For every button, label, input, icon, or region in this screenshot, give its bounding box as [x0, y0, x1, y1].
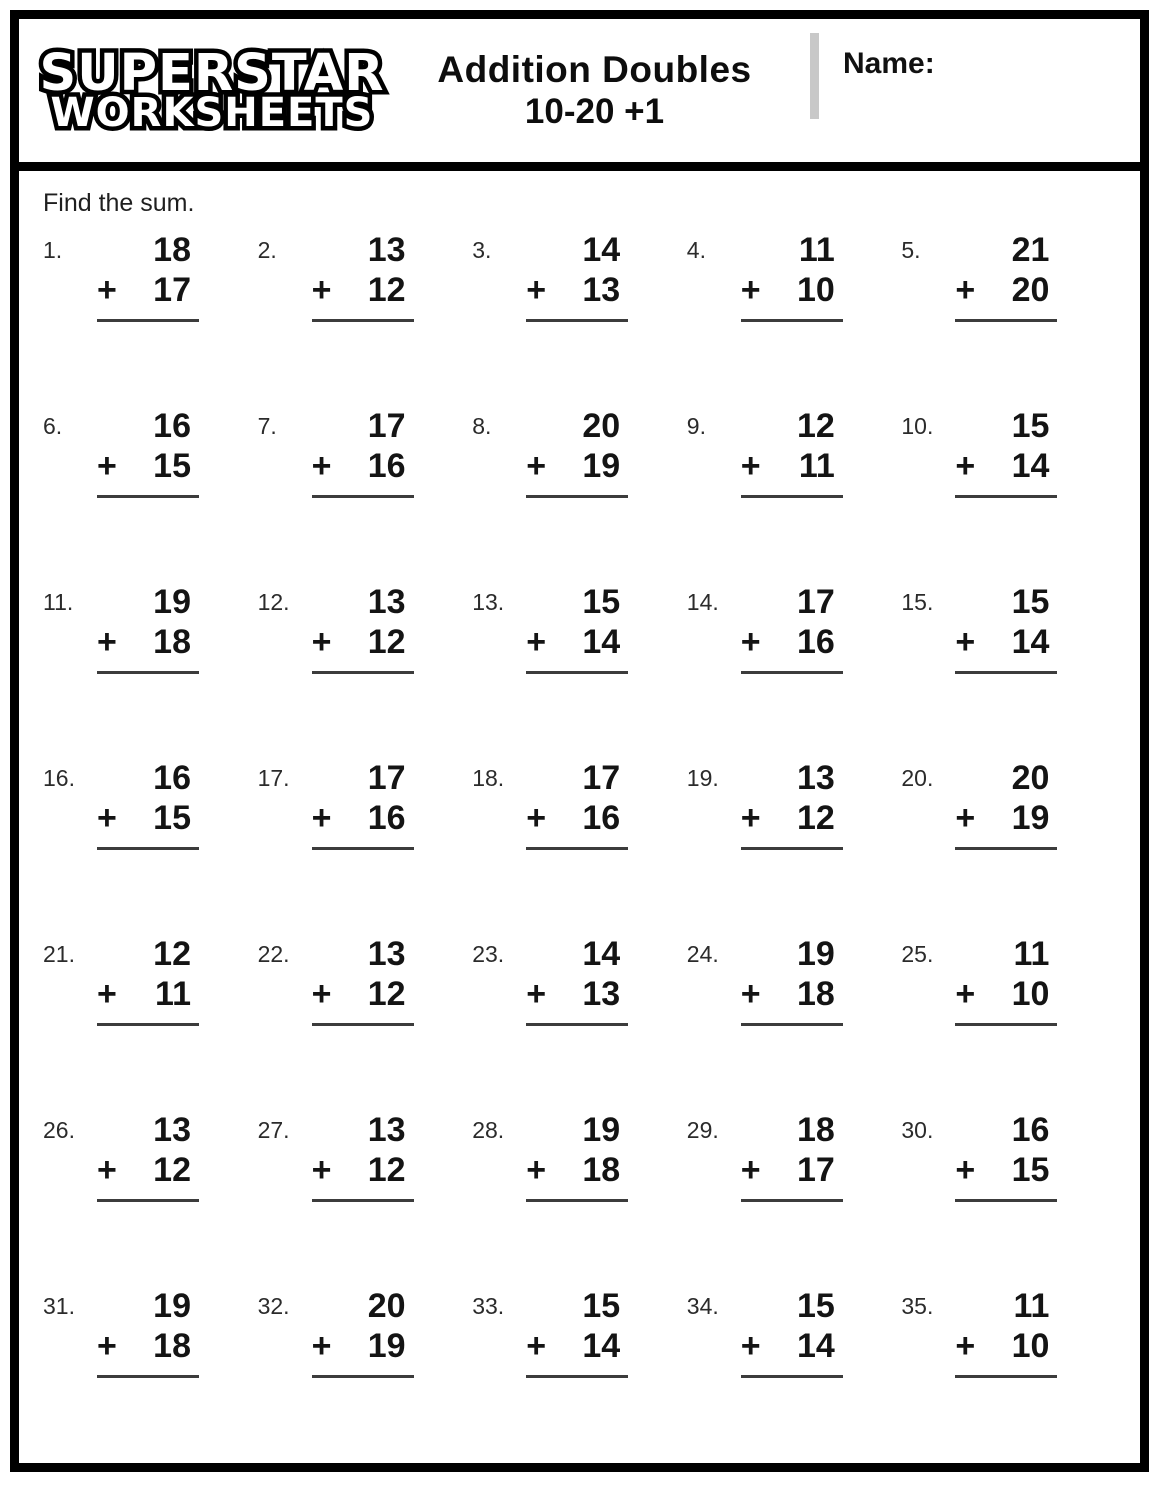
top-operand: 11 — [1013, 1287, 1050, 1325]
bottom-operand: 12 — [367, 975, 406, 1014]
top-operand: 16 — [153, 759, 191, 797]
problem-cell — [43, 232, 258, 408]
problem-stack — [955, 232, 1057, 408]
bottom-operand-row — [955, 624, 1057, 661]
problem-cell — [687, 232, 902, 408]
answer-blank-line — [741, 847, 843, 850]
problem-number: 22. — [257, 941, 290, 967]
plus-sign: + — [955, 271, 976, 310]
problem-stack — [955, 1288, 1057, 1464]
top-operand: 15 — [1011, 407, 1050, 445]
problem-number: 28. — [472, 1117, 505, 1143]
problem-cell — [258, 760, 473, 936]
problem-number: 19. — [686, 765, 719, 791]
answer-blank-line — [526, 671, 628, 674]
worksheet-header — [19, 19, 1140, 171]
bottom-operand-row — [955, 1328, 1057, 1365]
bottom-operand-row — [312, 800, 414, 837]
problem-cell — [43, 584, 258, 760]
superstar-worksheets-logo — [19, 44, 389, 136]
answer-blank-line — [312, 495, 414, 498]
plus-sign: + — [311, 447, 332, 486]
plus-sign: + — [740, 799, 761, 838]
bottom-operand-row — [97, 624, 199, 661]
bottom-operand-row — [526, 272, 628, 309]
answer-blank-line — [741, 319, 843, 322]
top-operand: 18 — [153, 231, 191, 269]
bottom-operand-row — [97, 272, 199, 309]
answer-blank-line — [955, 671, 1057, 674]
problem-stack — [741, 936, 843, 1112]
bottom-operand: 13 — [582, 271, 621, 310]
bottom-operand: 10 — [1011, 1327, 1050, 1366]
problem-cell — [687, 936, 902, 1112]
worksheet-title — [389, 49, 810, 132]
top-operand: 17 — [367, 759, 406, 797]
top-operand: 16 — [153, 407, 191, 445]
bottom-operand: 10 — [1011, 975, 1050, 1014]
problem-cell — [901, 408, 1116, 584]
plus-sign: + — [740, 1327, 761, 1366]
problem-cell — [43, 936, 258, 1112]
top-operand: 17 — [796, 583, 835, 621]
top-operand: 13 — [367, 1111, 406, 1149]
problem-stack — [741, 760, 843, 936]
answer-blank-line — [526, 1375, 628, 1378]
bottom-operand: 18 — [796, 975, 835, 1014]
problem-number: 21. — [43, 941, 75, 967]
problem-number: 9. — [686, 413, 706, 439]
problem-cell — [901, 232, 1116, 408]
bottom-operand: 16 — [367, 799, 406, 838]
problem-number: 16. — [43, 765, 75, 791]
top-operand: 13 — [367, 935, 406, 973]
top-operand: 18 — [796, 1111, 835, 1149]
problem-stack — [741, 584, 843, 760]
answer-blank-line — [526, 1023, 628, 1026]
answer-blank-line — [741, 1199, 843, 1202]
bottom-operand: 14 — [796, 1327, 835, 1366]
top-operand: 19 — [796, 935, 835, 973]
plus-sign: + — [955, 799, 976, 838]
bottom-operand-row — [741, 272, 843, 309]
top-operand: 20 — [367, 1287, 406, 1325]
plus-sign: + — [955, 623, 976, 662]
name-label: Name: — [843, 47, 935, 80]
bottom-operand-row — [526, 1328, 628, 1365]
problem-stack — [312, 584, 414, 760]
problem-stack — [741, 1112, 843, 1288]
bottom-operand-row — [526, 976, 628, 1013]
worksheet-body — [19, 171, 1140, 1464]
plus-sign: + — [526, 447, 547, 486]
problem-number: 35. — [901, 1293, 934, 1319]
problem-cell — [901, 760, 1116, 936]
bottom-operand-row — [97, 1328, 199, 1365]
plus-sign: + — [526, 271, 547, 310]
top-operand: 19 — [153, 583, 191, 621]
problem-cell — [687, 408, 902, 584]
bottom-operand-row — [955, 448, 1057, 485]
problem-stack — [526, 408, 628, 584]
problem-stack — [526, 1112, 628, 1288]
problem-cell — [901, 584, 1116, 760]
problem-cell — [258, 232, 473, 408]
instruction-text: Find the sum. — [43, 189, 195, 217]
answer-blank-line — [955, 495, 1057, 498]
problem-stack — [526, 232, 628, 408]
problem-cell — [472, 1112, 687, 1288]
problem-stack — [312, 1112, 414, 1288]
plus-sign: + — [311, 623, 332, 662]
bottom-operand: 15 — [1011, 1151, 1050, 1190]
answer-blank-line — [97, 319, 199, 322]
problem-cell — [258, 1112, 473, 1288]
bottom-operand-row — [741, 624, 843, 661]
bottom-operand: 11 — [798, 447, 835, 486]
problem-stack — [955, 408, 1057, 584]
problem-number: 2. — [257, 237, 277, 263]
bottom-operand-row — [741, 800, 843, 837]
plus-sign: + — [97, 799, 117, 838]
answer-blank-line — [741, 671, 843, 674]
bottom-operand-row — [955, 1152, 1057, 1189]
problem-number: 8. — [472, 413, 492, 439]
bottom-operand-row — [312, 624, 414, 661]
bottom-operand: 16 — [367, 447, 406, 486]
problem-cell — [43, 408, 258, 584]
problem-cell — [901, 936, 1116, 1112]
answer-blank-line — [741, 1375, 843, 1378]
bottom-operand: 14 — [582, 1327, 621, 1366]
bottom-operand-row — [955, 272, 1057, 309]
bottom-operand-row — [312, 1152, 414, 1189]
logo-line-2: WORKSHEETS — [50, 90, 374, 136]
problem-stack — [97, 1288, 199, 1464]
plus-sign: + — [740, 975, 761, 1014]
plus-sign: + — [955, 975, 976, 1014]
bottom-operand-row — [97, 800, 199, 837]
top-operand: 13 — [153, 1111, 191, 1149]
plus-sign: + — [311, 1327, 332, 1366]
problem-stack — [312, 936, 414, 1112]
plus-sign: + — [97, 623, 117, 662]
problem-stack — [312, 760, 414, 936]
problem-cell — [472, 1288, 687, 1464]
problem-stack — [97, 760, 199, 936]
bottom-operand: 20 — [1011, 271, 1050, 310]
problem-number: 32. — [257, 1293, 290, 1319]
problem-number: 24. — [686, 941, 719, 967]
problem-cell — [472, 408, 687, 584]
problem-number: 4. — [686, 237, 706, 263]
problem-number: 13. — [472, 589, 505, 615]
plus-sign: + — [97, 1151, 117, 1190]
plus-sign: + — [526, 799, 547, 838]
plus-sign: + — [526, 1151, 547, 1190]
problem-cell — [472, 584, 687, 760]
problem-cell — [43, 760, 258, 936]
problem-cell — [901, 1288, 1116, 1464]
worksheet-sheet — [10, 10, 1149, 1472]
bottom-operand-row — [97, 976, 199, 1013]
problem-number: 11. — [43, 589, 74, 615]
problem-stack — [955, 760, 1057, 936]
answer-blank-line — [526, 1199, 628, 1202]
top-operand: 15 — [582, 1287, 621, 1325]
top-operand: 20 — [1011, 759, 1050, 797]
bottom-operand: 11 — [155, 975, 191, 1014]
answer-blank-line — [526, 495, 628, 498]
top-operand: 11 — [798, 231, 835, 269]
bottom-operand-row — [955, 976, 1057, 1013]
problem-number: 7. — [257, 413, 277, 439]
top-operand: 15 — [582, 583, 621, 621]
answer-blank-line — [526, 847, 628, 850]
problem-stack — [741, 1288, 843, 1464]
top-operand: 19 — [153, 1287, 191, 1325]
problem-stack — [955, 936, 1057, 1112]
bottom-operand: 12 — [367, 623, 406, 662]
answer-blank-line — [97, 1199, 199, 1202]
problem-number: 15. — [901, 589, 934, 615]
problem-number: 10. — [901, 413, 934, 439]
bottom-operand: 15 — [153, 447, 191, 486]
answer-blank-line — [741, 495, 843, 498]
plus-sign: + — [740, 447, 761, 486]
bottom-operand: 14 — [1011, 623, 1050, 662]
problem-cell — [258, 584, 473, 760]
bottom-operand: 15 — [153, 799, 191, 838]
answer-blank-line — [526, 319, 628, 322]
answer-blank-line — [97, 671, 199, 674]
answer-blank-line — [312, 319, 414, 322]
top-operand: 20 — [582, 407, 621, 445]
top-operand: 17 — [367, 407, 406, 445]
bottom-operand-row — [741, 1152, 843, 1189]
problem-cell — [687, 760, 902, 936]
plus-sign: + — [740, 623, 761, 662]
logo-line-1: SUPERSTAR — [39, 44, 385, 103]
problem-number: 26. — [43, 1117, 75, 1143]
answer-blank-line — [741, 1023, 843, 1026]
problem-stack — [312, 1288, 414, 1464]
problem-number: 31. — [43, 1293, 75, 1319]
bottom-operand: 16 — [796, 623, 835, 662]
problem-number: 25. — [901, 941, 934, 967]
problem-stack — [97, 1112, 199, 1288]
problem-stack — [526, 936, 628, 1112]
bottom-operand: 10 — [796, 271, 835, 310]
bottom-operand-row — [955, 800, 1057, 837]
bottom-operand: 18 — [153, 623, 191, 662]
plus-sign: + — [740, 271, 761, 310]
problem-number: 30. — [901, 1117, 934, 1143]
bottom-operand: 19 — [582, 447, 621, 486]
problem-number: 27. — [257, 1117, 290, 1143]
top-operand: 14 — [582, 935, 621, 973]
answer-blank-line — [312, 1375, 414, 1378]
bottom-operand: 12 — [796, 799, 835, 838]
answer-blank-line — [97, 1023, 199, 1026]
worksheet-title-line-2: 10-20 +1 — [524, 91, 665, 131]
problem-number: 34. — [686, 1293, 719, 1319]
problem-number: 17. — [257, 765, 290, 791]
answer-blank-line — [955, 1375, 1057, 1378]
problem-number: 6. — [43, 413, 63, 439]
plus-sign: + — [311, 975, 332, 1014]
plus-sign: + — [955, 1151, 976, 1190]
problem-stack — [312, 408, 414, 584]
bottom-operand: 16 — [582, 799, 621, 838]
problem-cell — [687, 1112, 902, 1288]
plus-sign: + — [955, 447, 976, 486]
bottom-operand: 12 — [367, 1151, 406, 1190]
problem-stack — [526, 584, 628, 760]
top-operand: 17 — [582, 759, 621, 797]
problem-number: 20. — [901, 765, 934, 791]
problem-stack — [97, 232, 199, 408]
problem-stack — [741, 408, 843, 584]
plus-sign: + — [311, 799, 332, 838]
plus-sign: + — [311, 271, 332, 310]
plus-sign: + — [740, 1151, 761, 1190]
bottom-operand: 12 — [367, 271, 406, 310]
problem-stack — [97, 936, 199, 1112]
name-divider-bar — [810, 33, 819, 119]
problem-cell — [687, 584, 902, 760]
bottom-operand-row — [312, 1328, 414, 1365]
problem-cell — [472, 936, 687, 1112]
top-operand: 12 — [153, 935, 191, 973]
bottom-operand-row — [526, 1152, 628, 1189]
plus-sign: + — [97, 447, 117, 486]
top-operand: 12 — [796, 407, 835, 445]
plus-sign: + — [955, 1327, 976, 1366]
plus-sign: + — [526, 1327, 547, 1366]
top-operand: 13 — [796, 759, 835, 797]
bottom-operand: 14 — [1011, 447, 1050, 486]
name-section — [810, 19, 1140, 162]
plus-sign: + — [97, 975, 117, 1014]
bottom-operand-row — [741, 448, 843, 485]
problem-number: 33. — [472, 1293, 505, 1319]
problem-stack — [97, 408, 199, 584]
answer-blank-line — [97, 1375, 199, 1378]
top-operand: 13 — [367, 231, 406, 269]
bottom-operand-row — [526, 800, 628, 837]
problem-cell — [687, 1288, 902, 1464]
bottom-operand-row — [97, 448, 199, 485]
answer-blank-line — [955, 319, 1057, 322]
bottom-operand-row — [526, 448, 628, 485]
top-operand: 15 — [796, 1287, 835, 1325]
answer-blank-line — [97, 495, 199, 498]
answer-blank-line — [312, 1199, 414, 1202]
answer-blank-line — [955, 1023, 1057, 1026]
top-operand: 21 — [1011, 231, 1050, 269]
worksheet-title-line-1: Addition Doubles — [437, 49, 752, 91]
answer-blank-line — [97, 847, 199, 850]
bottom-operand-row — [312, 272, 414, 309]
problem-stack — [526, 760, 628, 936]
problem-stack — [741, 232, 843, 408]
answer-blank-line — [955, 1199, 1057, 1202]
problems-grid — [43, 232, 1116, 1464]
bottom-operand: 19 — [367, 1327, 406, 1366]
top-operand: 11 — [1013, 935, 1050, 973]
problem-stack — [97, 584, 199, 760]
problem-cell — [472, 760, 687, 936]
problem-stack — [312, 232, 414, 408]
plus-sign: + — [526, 623, 547, 662]
answer-blank-line — [955, 847, 1057, 850]
problem-stack — [955, 1112, 1057, 1288]
problem-stack — [526, 1288, 628, 1464]
bottom-operand: 17 — [153, 271, 191, 310]
problem-number: 23. — [472, 941, 505, 967]
plus-sign: + — [97, 1327, 117, 1366]
bottom-operand: 19 — [1011, 799, 1050, 838]
bottom-operand-row — [312, 976, 414, 1013]
answer-blank-line — [312, 1023, 414, 1026]
problem-number: 5. — [901, 237, 921, 263]
answer-blank-line — [312, 671, 414, 674]
plus-sign: + — [311, 1151, 332, 1190]
bottom-operand: 18 — [582, 1151, 621, 1190]
bottom-operand-row — [741, 1328, 843, 1365]
problem-number: 14. — [686, 589, 719, 615]
problem-stack — [955, 584, 1057, 760]
problem-cell — [43, 1288, 258, 1464]
problem-number: 3. — [472, 237, 492, 263]
problem-number: 18. — [472, 765, 505, 791]
bottom-operand-row — [526, 624, 628, 661]
bottom-operand-row — [312, 448, 414, 485]
plus-sign: + — [97, 271, 117, 310]
problem-cell — [258, 408, 473, 584]
bottom-operand-row — [97, 1152, 199, 1189]
problem-number: 29. — [686, 1117, 719, 1143]
problem-cell — [901, 1112, 1116, 1288]
bottom-operand: 18 — [153, 1327, 191, 1366]
top-operand: 15 — [1011, 583, 1050, 621]
problem-cell — [472, 232, 687, 408]
problem-cell — [43, 1112, 258, 1288]
bottom-operand: 13 — [582, 975, 621, 1014]
bottom-operand: 12 — [153, 1151, 191, 1190]
bottom-operand-row — [741, 976, 843, 1013]
problem-number: 12. — [257, 589, 290, 615]
top-operand: 19 — [582, 1111, 621, 1149]
answer-blank-line — [312, 847, 414, 850]
top-operand: 13 — [367, 583, 406, 621]
bottom-operand: 17 — [796, 1151, 835, 1190]
problem-cell — [258, 1288, 473, 1464]
top-operand: 14 — [582, 231, 621, 269]
plus-sign: + — [526, 975, 547, 1014]
problem-cell — [258, 936, 473, 1112]
problem-number: 1. — [43, 237, 63, 263]
bottom-operand: 14 — [582, 623, 621, 662]
top-operand: 16 — [1011, 1111, 1050, 1149]
